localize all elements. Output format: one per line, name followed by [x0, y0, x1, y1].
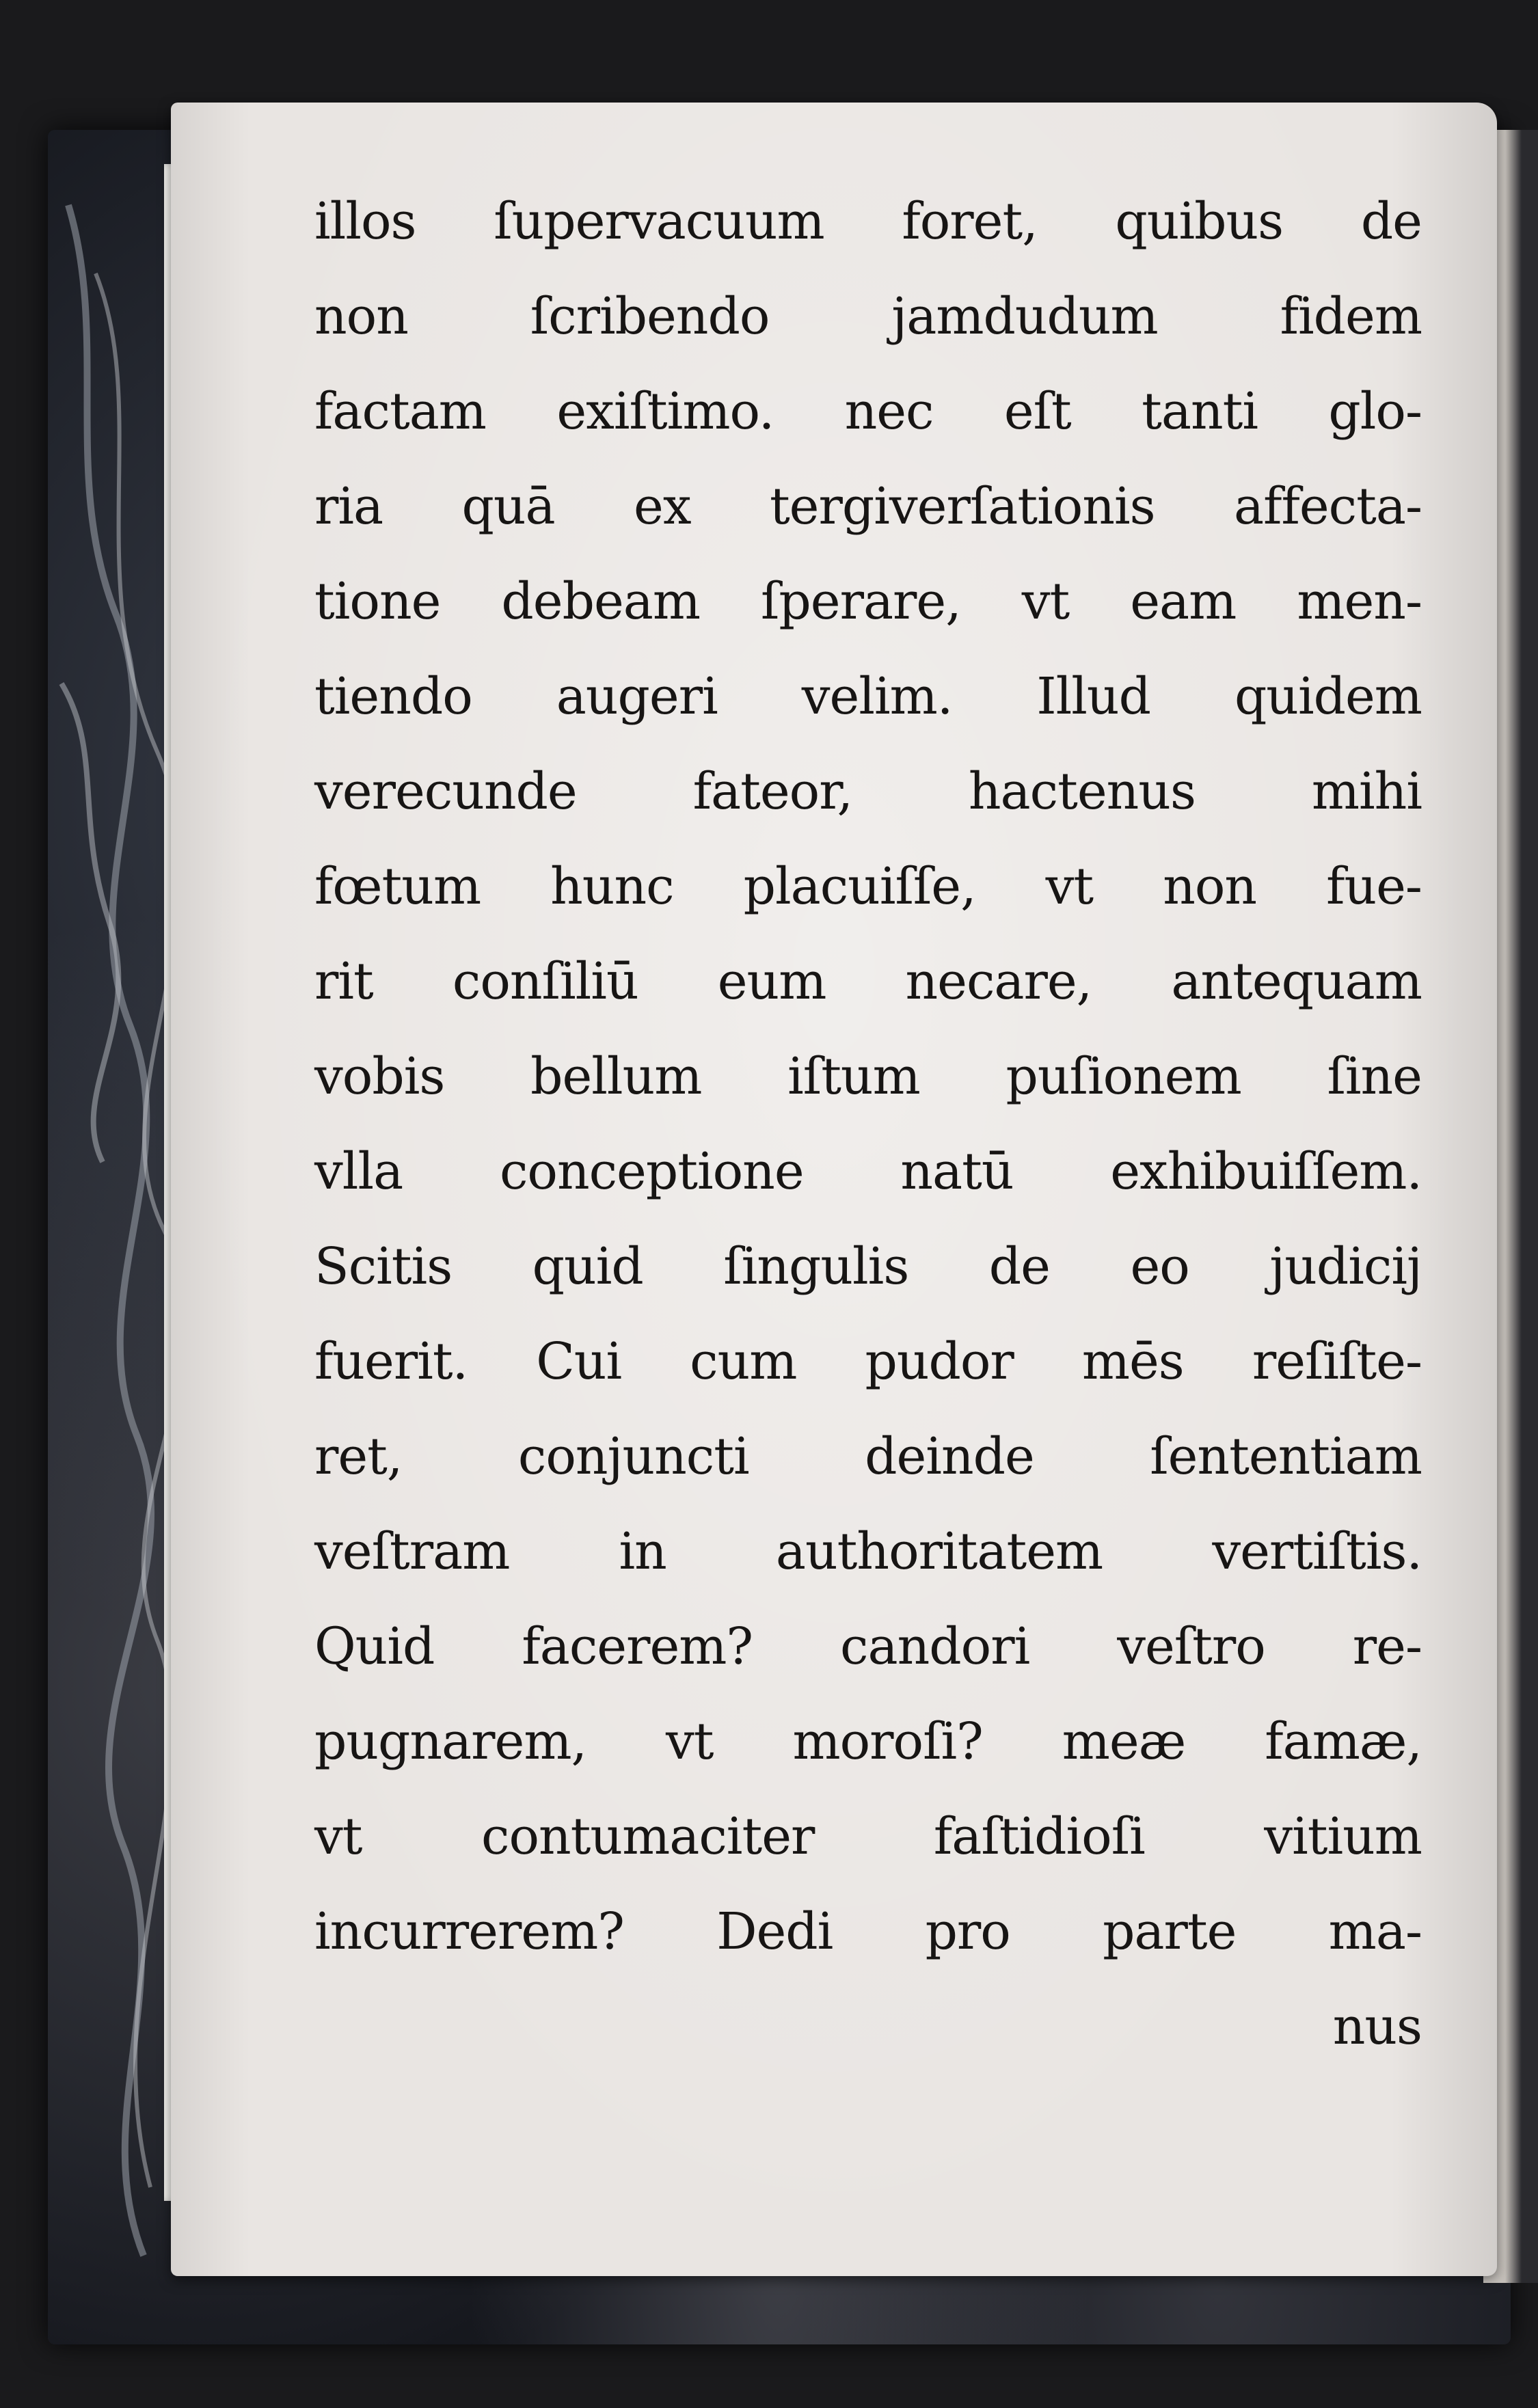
word: tione — [314, 572, 441, 631]
text-line — [314, 934, 1422, 1029]
word: quā — [461, 477, 555, 536]
word: bellum — [530, 1047, 702, 1106]
word: re- — [1352, 1617, 1422, 1676]
word: pudor — [865, 1332, 1014, 1391]
word: ſcribendo — [530, 287, 770, 346]
word: vitium — [1264, 1807, 1422, 1866]
word: candori — [840, 1617, 1030, 1676]
word: quibus — [1115, 192, 1284, 251]
word: quidem — [1234, 667, 1422, 726]
word: fue- — [1326, 857, 1422, 916]
word: moroſi? — [792, 1712, 983, 1771]
word: Quid — [314, 1617, 435, 1676]
word: incurrerem? — [314, 1902, 624, 1961]
word: reſiſte- — [1252, 1332, 1422, 1391]
word: de — [1360, 192, 1422, 251]
word: mēs — [1081, 1332, 1184, 1391]
word: factam — [314, 382, 486, 441]
word: tanti — [1142, 382, 1258, 441]
word: eſt — [1003, 382, 1071, 441]
word: debeam — [501, 572, 701, 631]
page-text — [314, 174, 1422, 2074]
word: pugnarem, — [314, 1712, 587, 1771]
text-line — [314, 1029, 1422, 1124]
word: ret, — [314, 1427, 403, 1486]
word: Illud — [1036, 667, 1150, 726]
word: vertiſtis. — [1212, 1522, 1422, 1581]
word: exiſtimo. — [556, 382, 774, 441]
word: iſtum — [787, 1047, 920, 1106]
word: necare, — [905, 952, 1092, 1011]
word: famæ, — [1265, 1712, 1422, 1771]
word: de — [988, 1237, 1050, 1296]
word: men- — [1297, 572, 1422, 631]
word: hunc — [550, 857, 674, 916]
text-line — [314, 839, 1422, 934]
text-line — [314, 1884, 1422, 1979]
text-line — [314, 269, 1422, 364]
word: in — [619, 1522, 666, 1581]
word: Dedi — [716, 1902, 833, 1961]
catchword-text: nus — [1332, 1997, 1422, 2056]
word: veſtram — [314, 1522, 510, 1581]
word: deinde — [865, 1427, 1034, 1486]
text-line — [314, 1409, 1422, 1504]
word: eam — [1130, 572, 1237, 631]
word: parte — [1103, 1902, 1237, 1961]
word: fœtum — [314, 857, 481, 916]
word: vt — [1045, 857, 1094, 916]
word: quid — [532, 1237, 643, 1296]
text-line — [314, 554, 1422, 649]
word: facerem? — [522, 1617, 753, 1676]
word: vt — [665, 1712, 714, 1771]
word: exhibuiſſem. — [1110, 1142, 1422, 1201]
text-line — [314, 1789, 1422, 1884]
catchword — [314, 1979, 1422, 2074]
word: non — [1163, 857, 1257, 916]
word: non — [314, 287, 408, 346]
text-line — [314, 174, 1422, 269]
word: eum — [717, 952, 826, 1011]
word: augeri — [556, 667, 718, 726]
word: conjuncti — [517, 1427, 749, 1486]
word: vt — [1021, 572, 1070, 631]
word: tergiverſationis — [769, 477, 1155, 536]
word: ſingulis — [723, 1237, 909, 1296]
word: velim. — [801, 667, 953, 726]
text-line — [314, 364, 1422, 459]
word: ma- — [1328, 1902, 1422, 1961]
word: ſperare, — [761, 572, 961, 631]
word: ſine — [1327, 1047, 1422, 1106]
text-line — [314, 1124, 1422, 1219]
word: rit — [314, 952, 373, 1011]
word: vt — [314, 1807, 362, 1866]
word: illos — [314, 192, 416, 251]
text-line — [314, 744, 1422, 839]
word: ſupervacuum — [494, 192, 824, 251]
text-line — [314, 1219, 1422, 1314]
word: hactenus — [968, 762, 1196, 821]
word: judicij — [1269, 1237, 1422, 1296]
text-line — [314, 1504, 1422, 1599]
word: ex — [634, 477, 691, 536]
word: meæ — [1062, 1712, 1186, 1771]
word: cum — [690, 1332, 797, 1391]
word: faſtidioſi — [933, 1807, 1145, 1866]
word: antequam — [1171, 952, 1422, 1011]
word: ria — [314, 477, 383, 536]
word: mihi — [1311, 762, 1422, 821]
word: Scitis — [314, 1237, 453, 1296]
word: conceptione — [499, 1142, 804, 1201]
word: tiendo — [314, 667, 472, 726]
text-line — [314, 649, 1422, 744]
word: ſententiam — [1150, 1427, 1422, 1486]
word: pro — [925, 1902, 1010, 1961]
word: puſionem — [1006, 1047, 1241, 1106]
word: fateor, — [692, 762, 852, 821]
word: foret, — [902, 192, 1038, 251]
word: eo — [1130, 1237, 1189, 1296]
word: contumaciter — [481, 1807, 815, 1866]
word: authoritatem — [775, 1522, 1103, 1581]
text-line — [314, 1599, 1422, 1694]
word: Cui — [536, 1332, 622, 1391]
word: vobis — [314, 1047, 445, 1106]
text-line — [314, 1694, 1422, 1789]
word: placuiſſe, — [743, 857, 976, 916]
word: jamdudum — [891, 287, 1158, 346]
word: fidem — [1280, 287, 1422, 346]
word: fuerit. — [314, 1332, 468, 1391]
word: vlla — [314, 1142, 403, 1201]
word: natū — [900, 1142, 1014, 1201]
word: conſiliū — [452, 952, 638, 1011]
word: glo- — [1328, 382, 1422, 441]
word: verecunde — [314, 762, 577, 821]
text-line — [314, 459, 1422, 554]
text-line — [314, 1314, 1422, 1409]
word: affecta- — [1233, 477, 1422, 536]
word: nec — [844, 382, 934, 441]
word: veſtro — [1117, 1617, 1265, 1676]
